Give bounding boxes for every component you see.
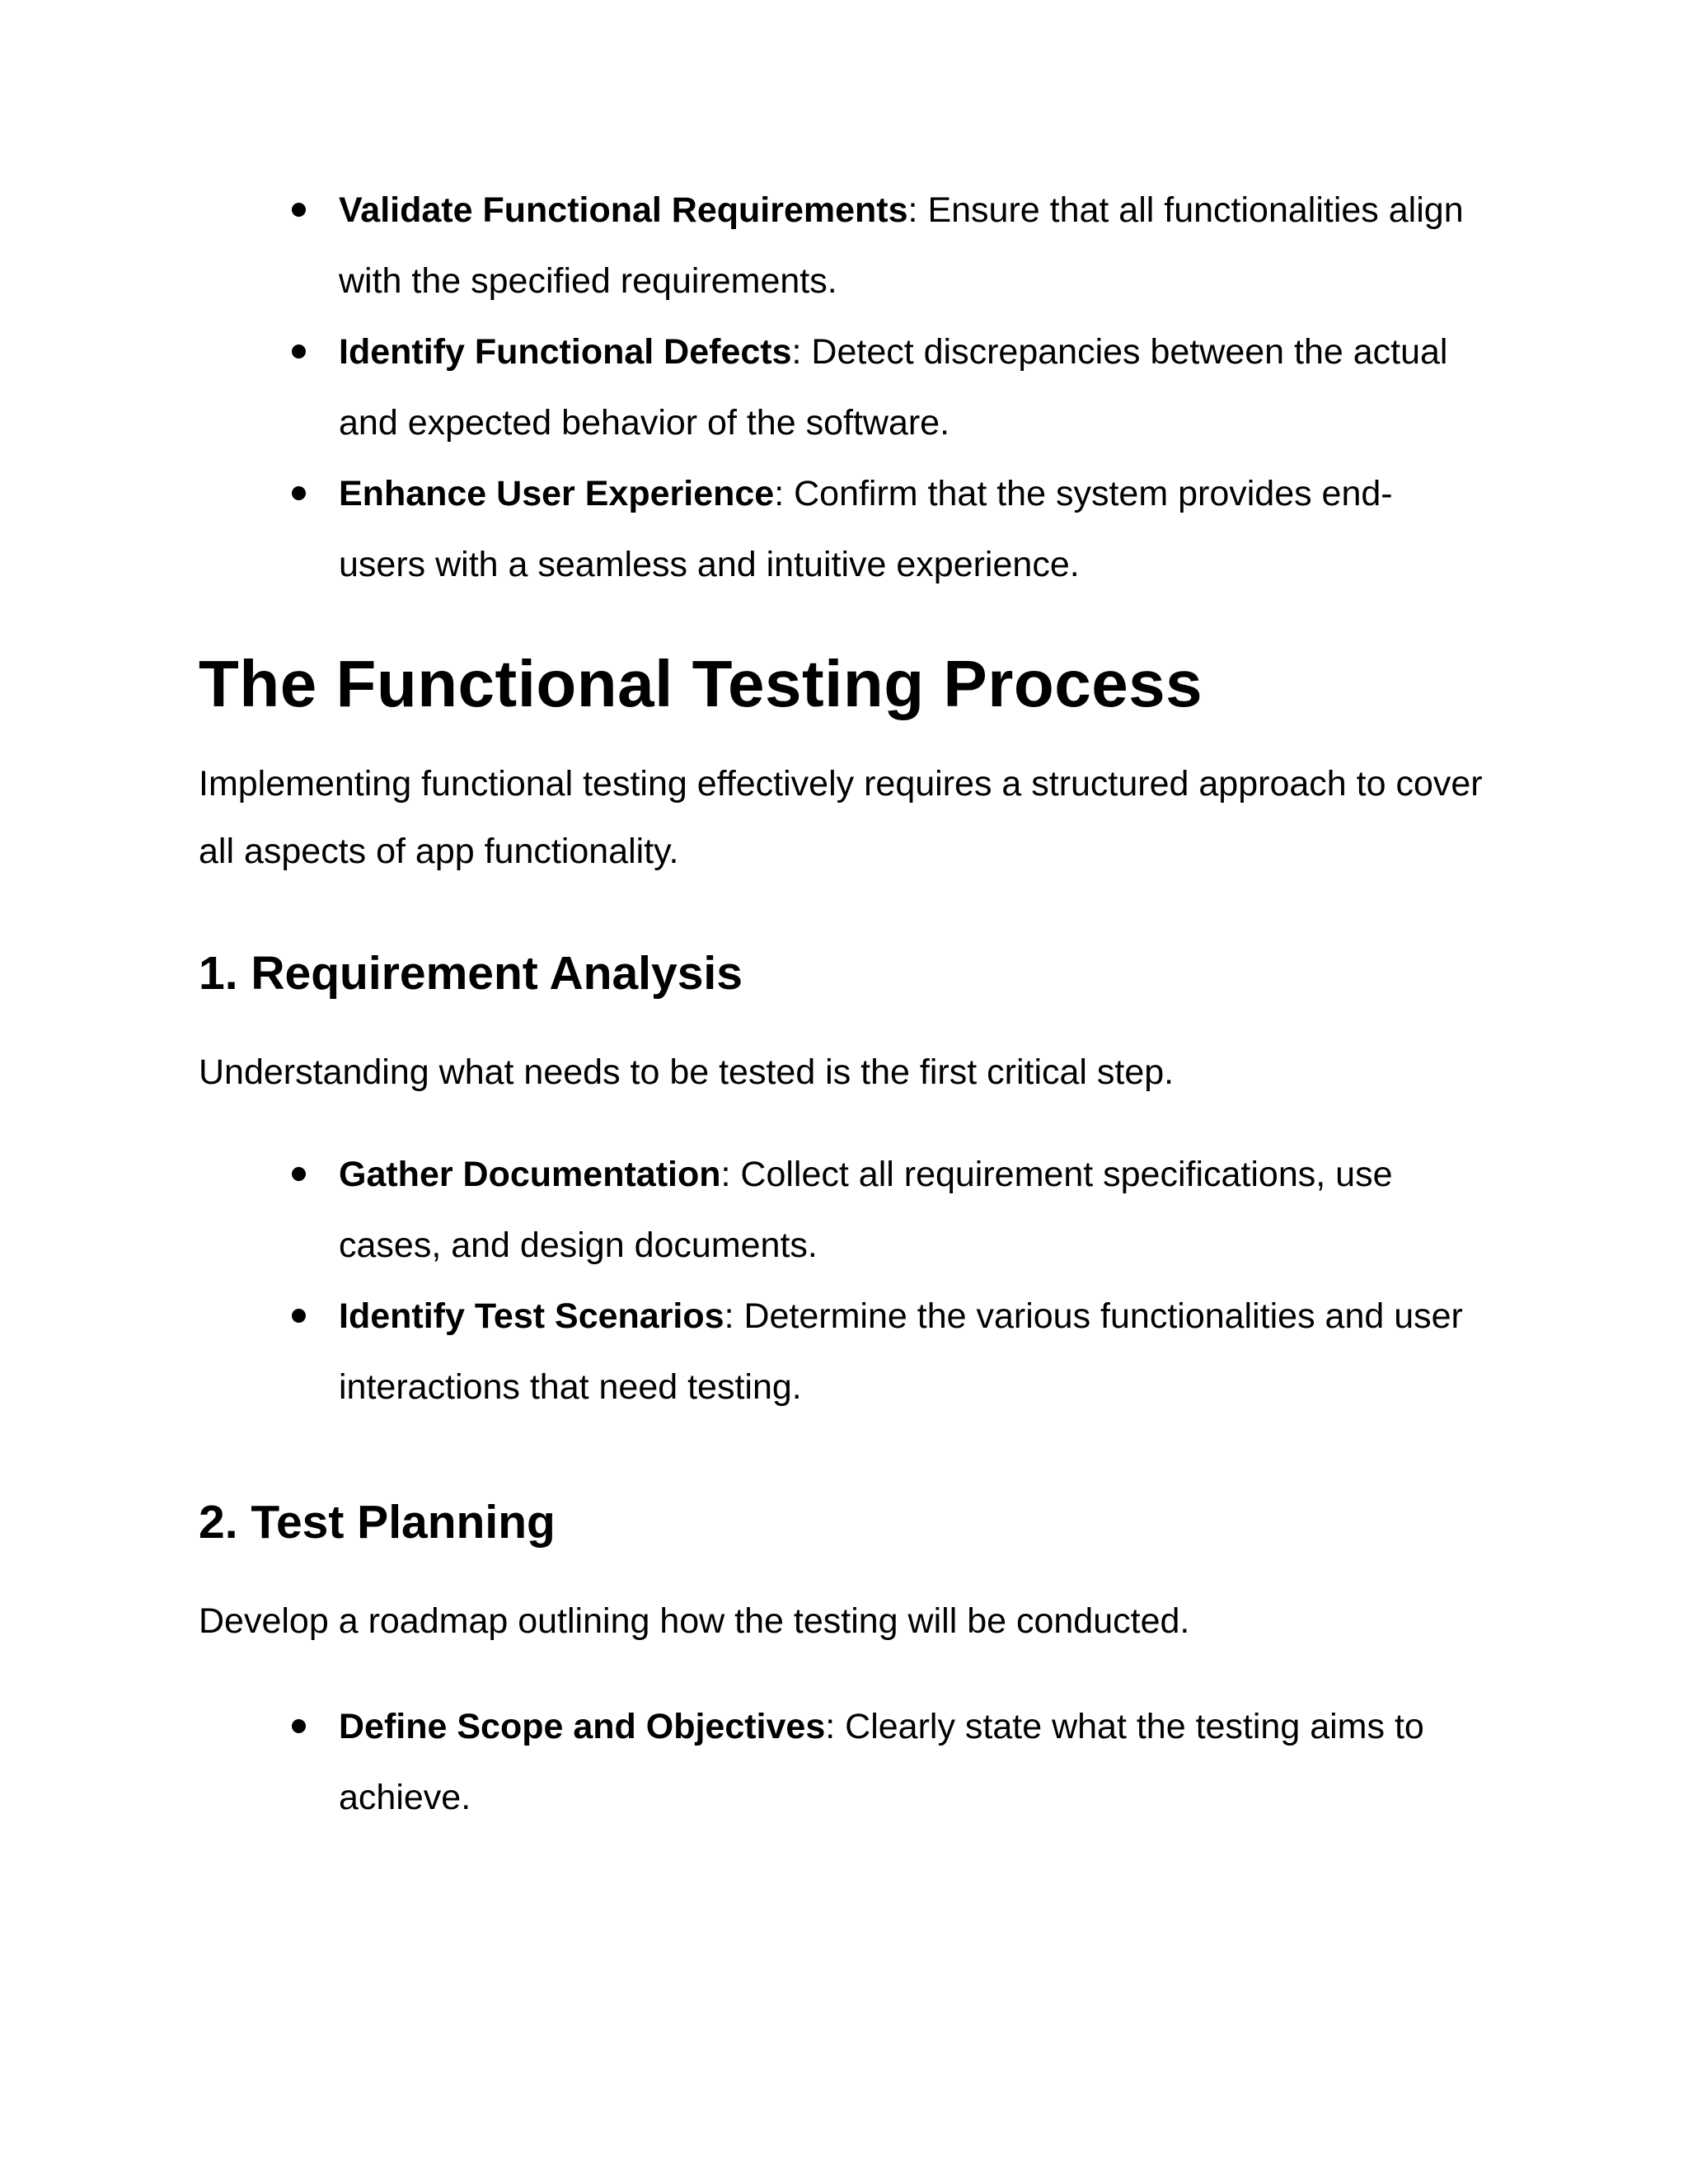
bullet-icon (292, 203, 306, 217)
step-title-requirement-analysis: 1. Requirement Analysis (199, 947, 743, 1000)
bullet-text: : Determine the various functionalities and user interactions that need testing. (339, 1296, 1463, 1407)
bullet-term: Validate Functional Requirements (339, 190, 908, 230)
bullet-text: : Confirm that the system provides end-users with a seamless and intuitive experience. (339, 474, 1393, 584)
step-intro: Develop a roadmap outlining how the testing will be conducted. (199, 1601, 1190, 1641)
step-intro: Understanding what needs to be tested is the first critical step. (199, 1052, 1175, 1092)
bullet-term: Enhance User Experience (339, 474, 775, 513)
section-title: The Functional Testing Process (199, 647, 1203, 720)
bullet-term: Identify Functional Defects (339, 332, 792, 372)
bullet-text: : Ensure that all functionalities align with the specified requirements. (339, 190, 1464, 301)
list-item (339, 1691, 1493, 1833)
bullet-icon (292, 486, 306, 500)
list-item (339, 458, 1435, 600)
bullet-icon (292, 1719, 306, 1733)
step-title-test-planning: 2. Test Planning (199, 1496, 556, 1549)
bullet-term: Gather Documentation (339, 1155, 721, 1194)
bullet-term: Identify Test Scenarios (339, 1296, 724, 1336)
step-bullet-list (199, 1691, 1509, 1833)
list-item (339, 1139, 1476, 1281)
bullet-icon (292, 1167, 306, 1181)
bullet-icon (292, 1309, 306, 1323)
bullet-text: : Detect discrepancies between the actual and expected behavior of the software. (339, 332, 1448, 443)
bullet-term: Define Scope and Objectives (339, 1707, 826, 1746)
section-intro: Implementing functional testing effectively requires a structured approach to cover all aspects of app functionality. (199, 764, 1483, 871)
list-item (339, 1281, 1476, 1422)
bullet-text: : Collect all requirement specifications, use cases, and design documents. (339, 1155, 1393, 1265)
list-item (339, 316, 1509, 458)
intro-bullet-list (199, 175, 1509, 600)
bullet-text: : Clearly state what the testing aims to achieve. (339, 1707, 1424, 1817)
list-item (339, 175, 1509, 316)
page-content (199, 175, 1509, 1833)
bullet-icon (292, 344, 306, 359)
step-bullet-list (199, 1139, 1509, 1422)
